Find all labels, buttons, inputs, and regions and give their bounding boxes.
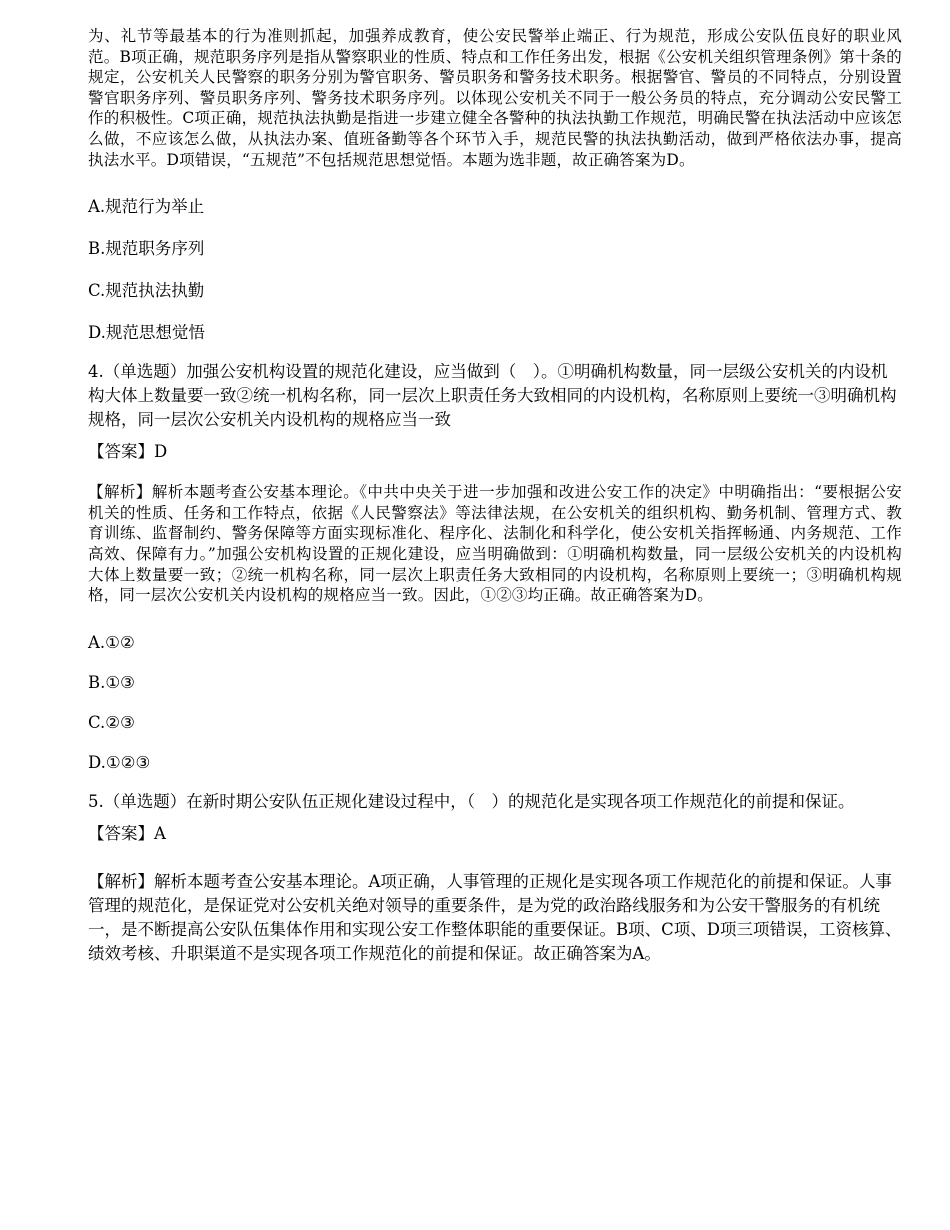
q4-option-a: A.①② <box>88 632 135 652</box>
q4-options <box>88 632 902 774</box>
q4-option-b: B.①③ <box>88 672 135 692</box>
q4-answer: 【答案】D <box>88 442 168 462</box>
q5-explanation: 【解析】解析本题考查公安基本理论。A项正确，人事管理的正规化是实现各项工作规范化的前提和保证。人事管理的规范化，是保证党对公安机关绝对领导的重要条件，是为党的政治路线服务和为公安干警服务的有机统一，是不断提高公安队伍集体作用和实现公安工作整体职能的重要保证。B项、C项、D项三项错误，工资核算、绩效考核、升职渠道不是实现各项工作规范化的前提和保证。故正确答案为A。 <box>88 871 902 963</box>
q3-option-d: D.规范思想觉悟 <box>88 323 205 343</box>
question-4 <box>88 360 902 774</box>
q5-stem: 5.（单选题）在新时期公安队伍正规化建设过程中，（ ）的规范化是实现各项工作规范化的前提和保证。 <box>88 791 855 811</box>
q4-stem: 4.（单选题）加强公安机构设置的规范化建设，应当做到（ ）。①明确机构数量，同一层级公安机关的内设机构大体上数量要一致②统一机构名称，同一层次上职责任务大致相同的内设机构，名称原则上要统一③明确机构规格，同一层次公安机关内设机构的规格应当一致 <box>88 362 897 430</box>
q4-option-c: C.②③ <box>88 712 135 732</box>
question-5 <box>88 790 902 966</box>
q3-explanation-continued: 为、礼节等最基本的行为准则抓起，加强养成教育，使公安民警举止端正、行为规范，形成公安队伍良好的职业风范。B项正确，规范职务序列是指从警察职业的性质、特点和工作任务出发，根据《公安机关组织管理条例》第十条的规定，公安机关人民警察的职务分别为警官职务、警员职务和警务技术职务。根据警官、警员的不同特点，分别设置警官职务序列、警员职务序列、警务技术职务序列。以体现公安机关不同于一般公务员的特点，充分调动公安民警工作的积极性。C项正确，规范执法执勤是指进一步建立健全各警种的执法执勤工作规范，明确民警在执法活动中应该怎么做，不应该怎么做，从执法办案、值班备勤等各个环节入手，规范民警的执法执勤活动，做到严格依法办事，提高执法水平。D项错误，“五规范”不包括规范思想觉悟。本题为选非题，故正确答案为D。 <box>88 27 902 169</box>
q5-answer: 【答案】A <box>88 823 166 843</box>
q4-explanation: 【解析】解析本题考查公安基本理论。《中共中央关于进一步加强和改进公安工作的决定》中明确指出：“要根据公安机关的性质、任务和工作特点，依据《人民警察法》等法律法规，在公安机关的组织机构、勤务机制、管理方式、教育训练、监督制约、警务保障等方面实现标准化、程序化、法制化和科学化，使公安机关指挥畅通、内务规范、工作高效、保障有力。”加强公安机构设置的正规化建设，应当明确做到：①明确机构数量，同一层级公安机关的内设机构大体上数量要一致；②统一机构名称，同一层次上职责任务大致相同的内设机构，名称原则上要统一；③明确机构规格，同一层次公安机关内设机构的规格应当一致。因此，①②③均正确。故正确答案为D。 <box>88 483 902 605</box>
q3-option-b: B.规范职务序列 <box>88 239 205 259</box>
q3-option-c: C.规范执法执勤 <box>88 281 205 301</box>
q3-options <box>88 196 902 344</box>
q3-option-a: A.规范行为举止 <box>88 197 205 217</box>
q4-option-d: D.①②③ <box>88 752 151 772</box>
